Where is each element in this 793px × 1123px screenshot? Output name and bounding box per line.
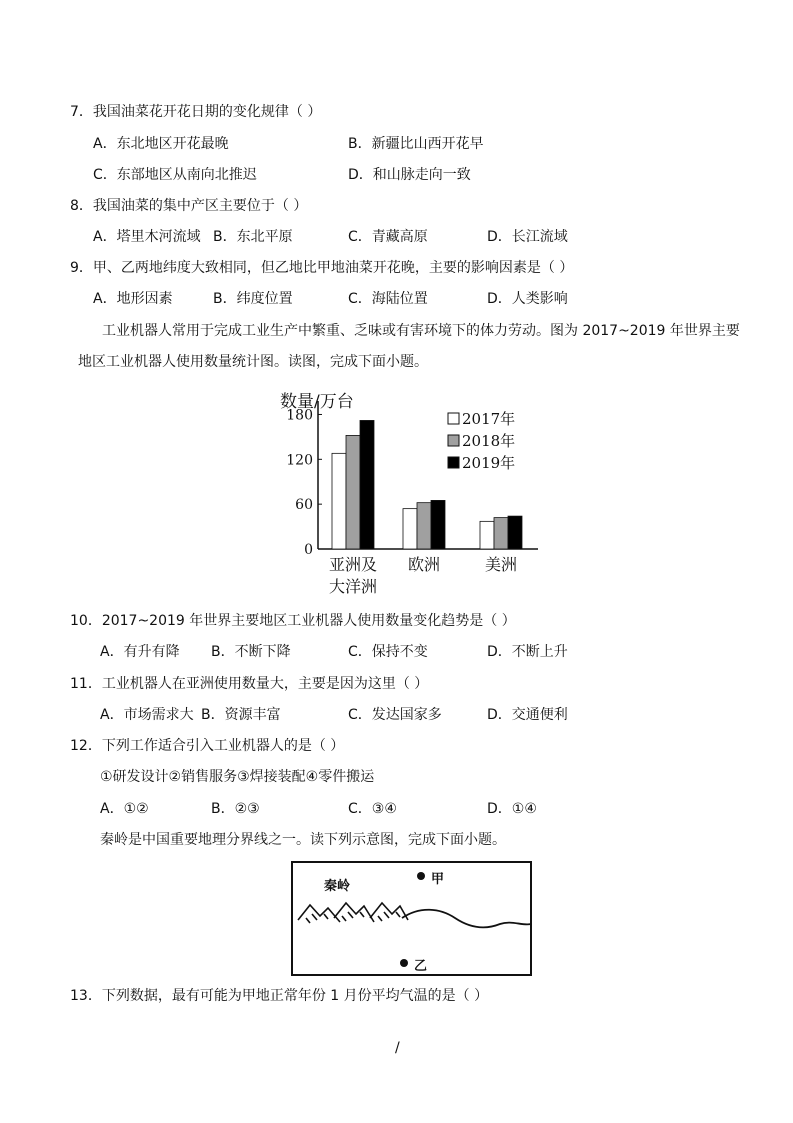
bar <box>417 503 431 549</box>
point-jia-marker <box>417 872 425 880</box>
y-tick-label: 180 <box>286 407 313 424</box>
chart-y-axis-label: 数量/万台 <box>280 392 354 412</box>
q8-stem: 8．我国油菜的集中产区主要位于（ ） <box>70 198 308 214</box>
q10-option-b: B．不断下降 <box>211 644 291 660</box>
bar <box>332 453 346 549</box>
q10-stem: 10．2017~2019 年世界主要地区工业机器人使用数量变化趋势是（ ） <box>70 613 516 629</box>
q9-option-d: D．人类影响 <box>487 291 568 307</box>
legend-swatch <box>448 435 459 446</box>
q9-option-c: C．海陆位置 <box>348 291 428 307</box>
q7-option-b: B．新疆比山西开花早 <box>348 136 484 152</box>
q11-option-d: D．交通便利 <box>487 707 568 723</box>
chart-legend <box>448 410 515 472</box>
legend-swatch <box>448 413 459 424</box>
mountain-label: 秦岭 <box>324 879 351 894</box>
q13-stem: 13．下列数据，最有可能为甲地正常年份 1 月份平均气温的是（ ） <box>70 988 489 1004</box>
bar <box>494 518 508 549</box>
q11-option-c: C．发达国家多 <box>348 707 442 723</box>
q7-option-d: D．和山脉走向一致 <box>348 167 471 183</box>
bar <box>346 435 360 549</box>
x-tick-label: 亚洲及 <box>328 555 378 574</box>
x-tick-label: 美洲 <box>484 555 518 574</box>
bar <box>403 509 417 549</box>
q8-option-d: D．长江流域 <box>487 229 568 245</box>
q8-option-b: B．东北平原 <box>213 229 293 245</box>
x-tick-label: 大洋洲 <box>328 577 378 596</box>
legend-label: 2018年 <box>462 432 516 450</box>
q11-option-b: B．资源丰富 <box>201 707 281 723</box>
q12-stem: 12．下列工作适合引入工业机器人的是（ ） <box>70 738 345 754</box>
q9-option-b: B．纬度位置 <box>213 291 293 307</box>
bar <box>480 521 494 549</box>
chart-y-ticks <box>286 407 322 558</box>
q10-option-c: C．保持不变 <box>348 644 428 660</box>
legend-swatch <box>448 457 459 468</box>
point-jia-label: 甲 <box>431 872 445 887</box>
q11-stem: 11．工业机器人在亚洲使用数量大，主要是因为这里（ ） <box>70 676 429 692</box>
bar <box>431 500 445 549</box>
point-yi-marker <box>400 959 408 967</box>
q9-option-a: A．地形因素 <box>93 291 173 307</box>
q12-choices: ①研发设计②销售服务③焊接装配④零件搬运 <box>100 769 375 785</box>
q8-option-a: A．塔里木河流域 <box>93 229 201 245</box>
point-yi-label: 乙 <box>414 959 428 974</box>
x-tick-label: 欧洲 <box>407 555 441 574</box>
q9-stem: 9．甲、乙两地纬度大致相同，但乙地比甲地油菜开花晚，主要的影响因素是（ ） <box>70 260 574 276</box>
q12-option-b: B．②③ <box>211 801 260 817</box>
qinling-intro: 秦岭是中国重要地理分界线之一。读下列示意图，完成下面小题。 <box>100 832 506 848</box>
qinling-map <box>290 860 535 978</box>
robot-intro-line1: 工业机器人常用于完成工业生产中繁重、乏味或有害环境下的体力劳动。图为 2017~2019 年世界主要 <box>102 323 740 339</box>
q10-option-a: A．有升有降 <box>100 644 180 660</box>
q11-option-a: A．市场需求大 <box>100 707 194 723</box>
bar <box>508 516 522 549</box>
y-tick-label: 0 <box>304 542 313 558</box>
q10-option-d: D．不断上升 <box>487 644 568 660</box>
legend-label: 2019年 <box>462 454 516 472</box>
q12-option-a: A．①② <box>100 801 149 817</box>
robot-intro-line2: 地区工业机器人使用数量统计图。读图，完成下面小题。 <box>78 354 428 370</box>
q7-stem: 7．我国油菜花开花日期的变化规律（ ） <box>70 104 322 120</box>
legend-label: 2017年 <box>462 410 516 428</box>
robot-bar-chart <box>270 385 560 605</box>
q7-option-a: A．东北地区开花最晚 <box>93 136 229 152</box>
q7-option-c: C．东部地区从南向北推迟 <box>93 167 257 183</box>
chart-x-labels <box>329 555 517 596</box>
y-tick-label: 120 <box>286 452 313 469</box>
q12-option-d: D．①④ <box>487 801 537 817</box>
bar <box>360 420 374 549</box>
page-number: / <box>395 1040 400 1056</box>
y-tick-label: 60 <box>295 497 313 514</box>
q12-option-c: C．③④ <box>348 801 397 817</box>
q8-option-c: C．青藏高原 <box>348 229 428 245</box>
